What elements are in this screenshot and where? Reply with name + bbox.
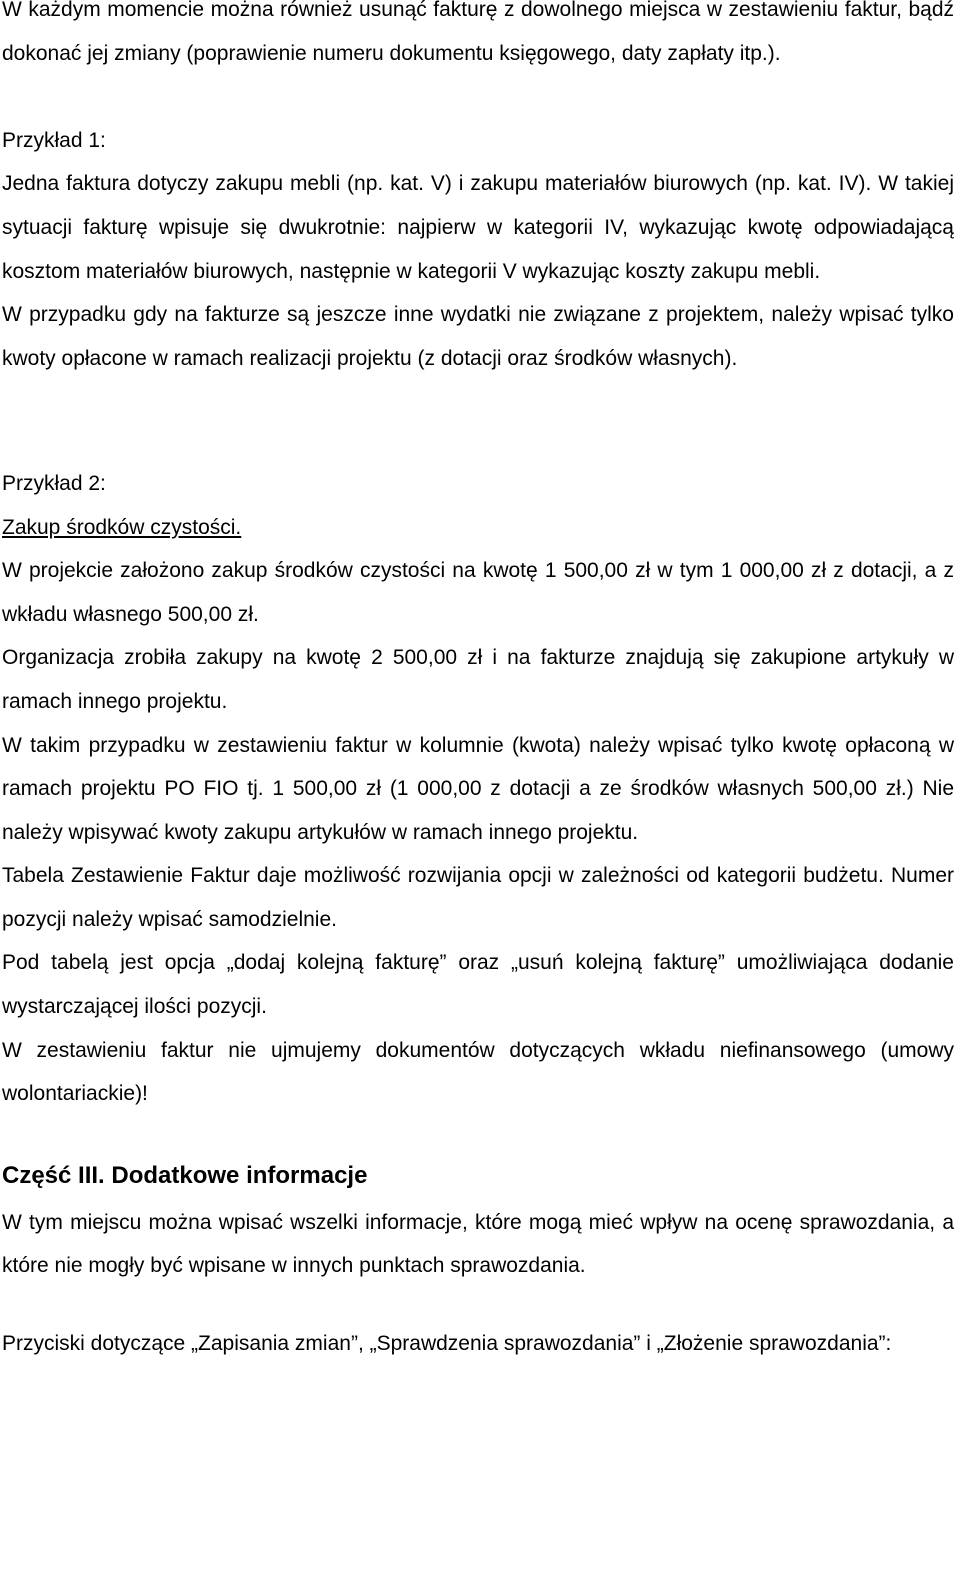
document-body [2, 0, 954, 1366]
example-1-paragraph-2: W przypadku gdy na fakturze są jeszcze inne wydatki nie związane z projektem, należy wpisać tylko kwoty opłacone w ramach realizacji projektu (z dotacji oraz środków własnych). [2, 303, 954, 370]
example-2-paragraph-1: W projekcie założono zakup środków czystości na kwotę 1 500,00 zł w tym 1 000,00 zł z dotacji, a z wkładu własnego 500,00 zł. [2, 559, 954, 626]
example-2-paragraph-2: Organizacja zrobiła zakupy na kwotę 2 500,00 zł i na fakturze znajdują się zakupione artykuły w ramach innego projektu. [2, 646, 954, 713]
part-3-paragraph-1: W tym miejscu można wpisać wszelki informacje, które mogą mieć wpływ na ocenę sprawozdania, a które nie mogły być wpisane w innych punktach sprawozdania. [2, 1210, 954, 1278]
spacer [2, 1116, 954, 1151]
example-2-paragraph-4: Tabela Zestawienie Faktur daje możliwość rozwijania opcji w zależności od kategorii budżetu. Numer pozycji należy wpisać samodzielnie. [2, 864, 954, 931]
example-2-subheading: Zakup środków czystości. [2, 515, 242, 539]
example-1-paragraph-1: Jedna faktura dotyczy zakupu mebli (np. kat. V) i zakupu materiałów biurowych (np. kat. IV). W takiej sytuacji fakturę wpisuje się dwukrotnie: najpierw w kategorii IV, wykazując kwotę odpowiadającą kosztom materiałów biurowych, następnie w kategorii V wykazując koszty zakupu mebli. [2, 172, 954, 283]
spacer [2, 380, 954, 424]
spacer [2, 424, 954, 462]
example-2-paragraph-6: W zestawieniu faktur nie ujmujemy dokumentów dotyczących wkładu niefinansowego (umowy wolontariackie)! [2, 1038, 954, 1106]
example-2-heading: Przykład 2: [2, 471, 106, 495]
example-1-heading: Przykład 1: [2, 128, 106, 152]
spacer [2, 75, 954, 119]
example-2-paragraph-5: Pod tabelą jest opcja „dodaj kolejną fakturę” oraz „usuń kolejną fakturę” umożliwiająca dodanie wystarczającej ilości pozycji. [2, 951, 954, 1019]
spacer [2, 1288, 954, 1322]
example-2-paragraph-3: W takim przypadku w zestawieniu faktur w kolumnie (kwota) należy wpisać tylko kwotę opłaconą w ramach projektu PO FIO tj. 1 500,00 zł (1 000,00 z dotacji a ze środków własnych 500,00 zł.) Nie należy wpisywać kwoty zakupu artykułów w ramach innego projektu. [2, 733, 954, 844]
part-3-paragraph-2: Przyciski dotyczące „Zapisania zmian”, „Sprawdzenia sprawozdania” i „Złożenie sprawozdania”: [2, 1332, 892, 1356]
part-3-heading: Część III. Dodatkowe informacje [2, 1161, 368, 1189]
intro-paragraph: W każdym momencie można również usunąć fakturę z dowolnego miejsca w zestawieniu faktur, bądź dokonać jej zmiany (poprawienie numeru dokumentu księgowego, daty zapłaty itp.). [2, 0, 954, 65]
